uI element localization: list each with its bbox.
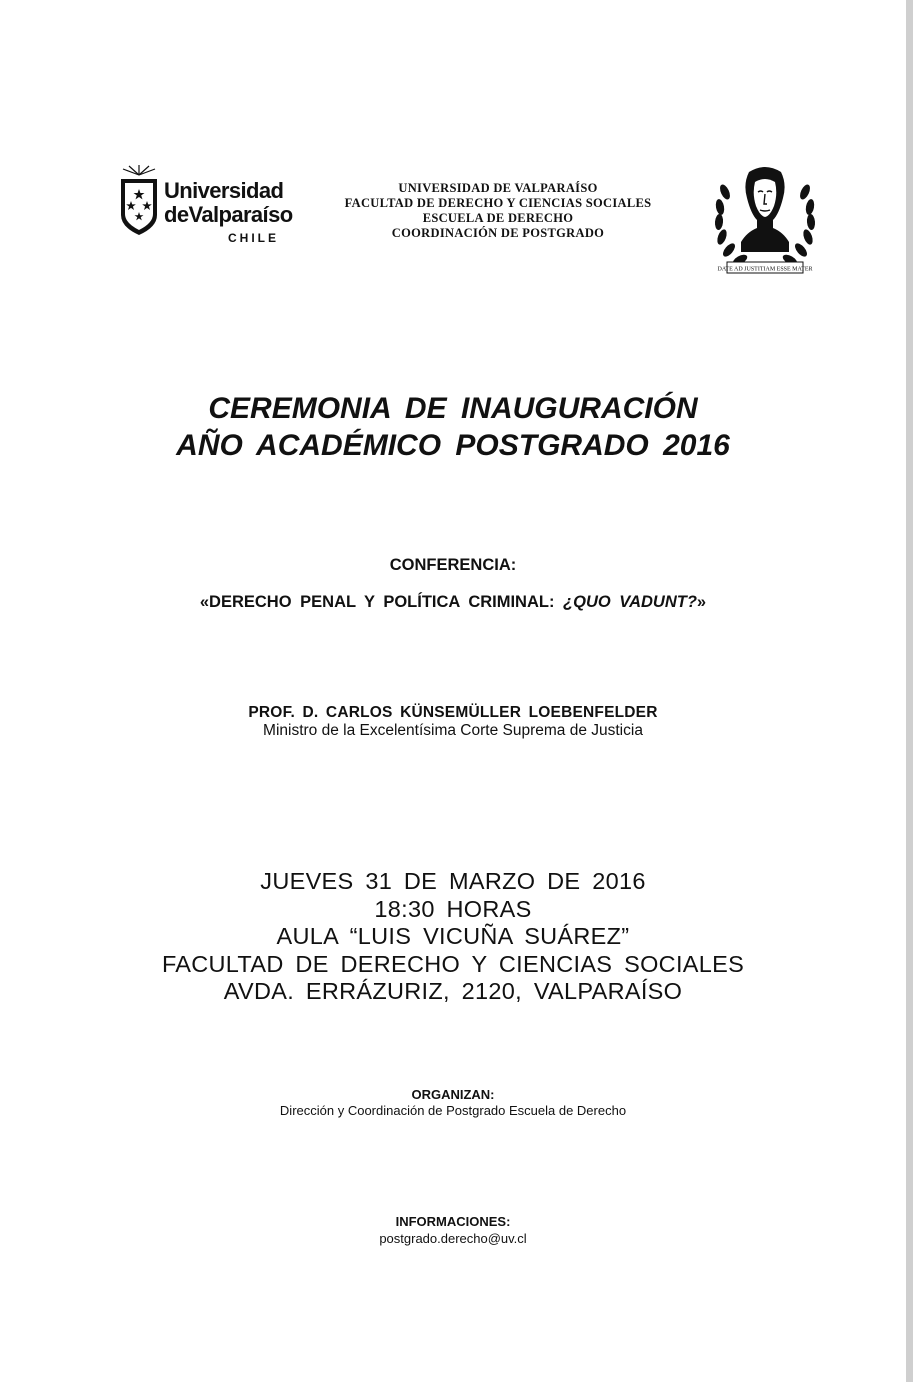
university-logo [117, 165, 293, 250]
institution-line-school: ESCUELA DE DERECHO [422, 211, 574, 225]
university-logo-line1: Universidad [164, 178, 284, 203]
ceremony-title [0, 390, 906, 464]
event-date: JUEVES 31 DE MARZO DE 2016 [260, 868, 646, 894]
event-time: 18:30 HORAS [374, 895, 532, 922]
title-line2: AÑO ACADÉMICO POSTGRADO 2016 [176, 429, 730, 462]
event-faculty: FACULTAD DE DERECHO Y CIENCIAS SOCIALES [161, 950, 745, 977]
organizers-label: ORGANIZAN: [411, 1087, 495, 1102]
conference-title-close: » [696, 593, 707, 611]
organizers-text: Dirección y Coordinación de Postgrado Escuela de Derecho [279, 1103, 627, 1118]
university-logo-country: CHILE [228, 231, 279, 245]
event-details [0, 868, 906, 1006]
conference-label: CONFERENCIA: [389, 556, 517, 574]
faculty-seal [713, 162, 817, 280]
speaker-role: Ministro de la Excelentísima Corte Suprema de Justicia [263, 722, 643, 739]
institution-header [300, 181, 696, 241]
institution-line-university: UNIVERSIDAD DE VALPARAÍSO [398, 181, 598, 195]
laurel-bust-seal-icon [713, 162, 817, 280]
page-edge [906, 0, 913, 1382]
conference-title [0, 593, 906, 612]
university-logo-line2: deValparaíso [164, 202, 293, 227]
speaker-name: PROF. D. CARLOS KÜNSEMÜLLER LOEBENFELDER [248, 704, 658, 721]
shield-icon [117, 165, 161, 237]
event-room: AULA “LUIS VICUÑA SUÁREZ” [276, 923, 630, 949]
institution-line-faculty: FACULTAD DE DERECHO Y CIENCIAS SOCIALES [344, 196, 652, 210]
information-email: postgrado.derecho@uv.cl [379, 1231, 527, 1246]
event-address: AVDA. ERRÁZURIZ, 2120, VALPARAÍSO [223, 978, 683, 1004]
institution-line-coordination: COORDINACIÓN DE POSTGRADO [391, 226, 605, 240]
conference-title-italic: ¿QUO VADUNT? [563, 593, 697, 611]
title-line1: CEREMONIA DE INAUGURACIÓN [208, 392, 698, 425]
information-label: INFORMACIONES: [395, 1214, 511, 1229]
conference-title-main: «DERECHO PENAL Y POLÍTICA CRIMINAL: [199, 593, 564, 611]
svg-text:DATE AD JUSTITIAM ESSE MATER: DATE AD JUSTITIAM ESSE MATER [717, 266, 813, 273]
